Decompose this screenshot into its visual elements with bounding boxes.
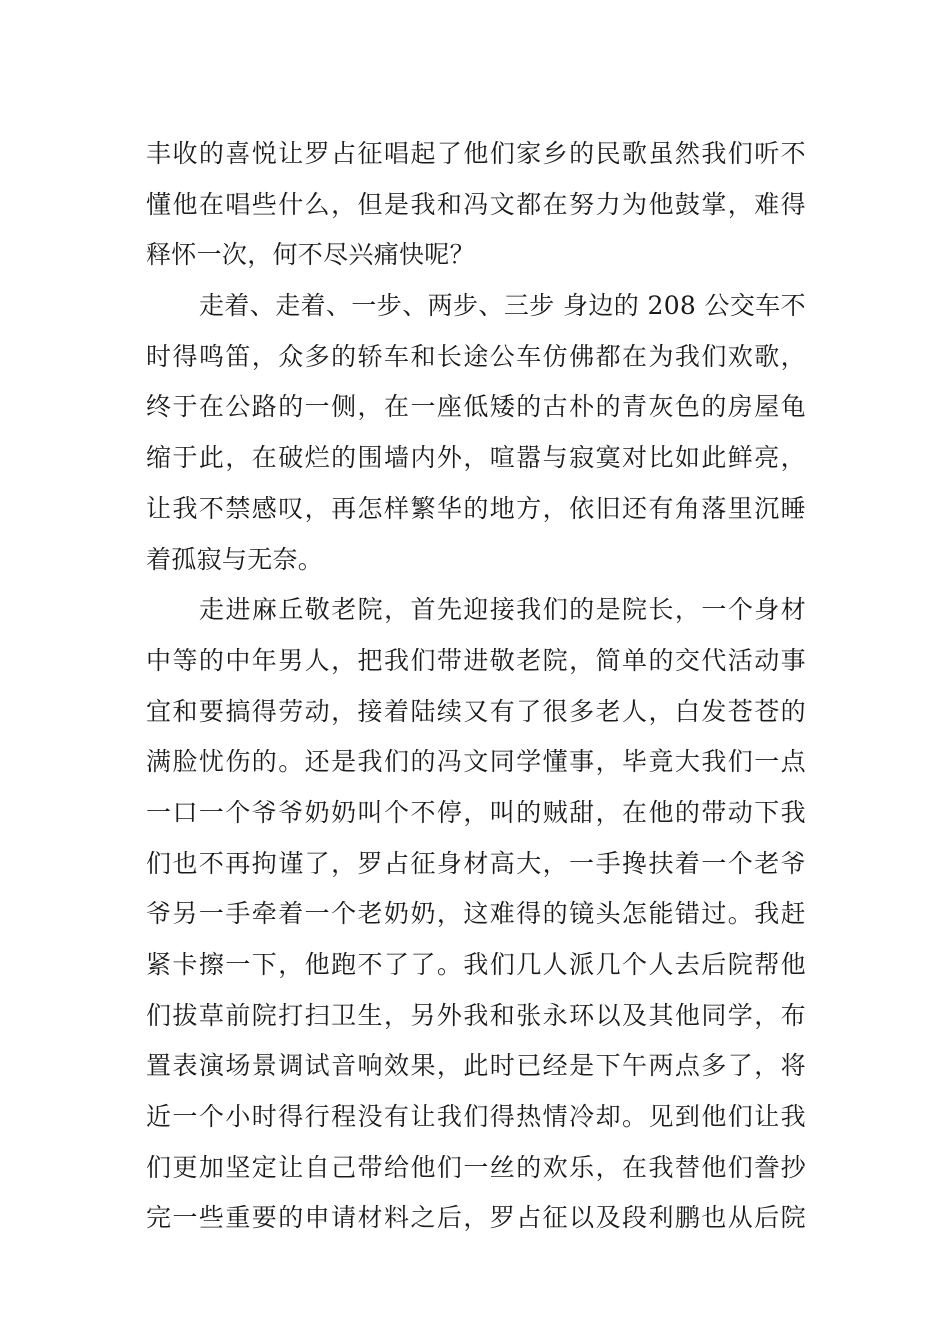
text-line: 宜和要搞得劳动，接着陆续又有了很多老人，白发苍苍的: [146, 696, 806, 726]
text-line: 走进麻丘敬老院，首先迎接我们的是院长，一个身材: [199, 595, 806, 625]
text-line: 爷另一手牵着一个老奶奶，这难得的镜头怎能错过。我赶: [146, 899, 806, 929]
paragraph: [146, 129, 806, 281]
text-line: 近一个小时得行程没有让我们得热情冷却。见到他们让我: [146, 1102, 806, 1132]
text-line: 走着、走着、一步、两步、三步 身边的 208 公交车不: [199, 291, 806, 321]
text-line: 满脸忧伤的。还是我们的冯文同学懂事，毕竟大我们一点: [146, 747, 806, 777]
text-line: 紧卡擦一下，他跑不了了。我们几人派几个人去后院帮他: [146, 950, 806, 979]
text-line: 缩于此，在破烂的围墙内外，喧嚣与寂寞对比如此鲜亮，: [146, 443, 806, 473]
text-line: 着孤寂与无奈。: [146, 544, 324, 574]
text-line: 释怀一次，何不尽兴痛快呢？: [146, 240, 475, 270]
text-line: 终于在公路的一侧，在一座低矮的古朴的青灰色的房屋龟: [146, 392, 806, 422]
text-line: 置表演场景调试音响效果，此时已经是下午两点多了，将: [146, 1051, 806, 1081]
text-line: 让我不禁感叹，再怎样繁华的地方，依旧还有角落里沉睡: [146, 493, 806, 523]
text-line: 完一些重要的申请材料之后，罗占征以及段利鹏也从后院: [146, 1203, 806, 1233]
text-line: 中等的中年男人，把我们带进敬老院，简单的交代活动事: [146, 645, 806, 675]
text-line: 丰收的喜悦让罗占征唱起了他们家乡的民歌虽然我们听不: [146, 139, 806, 168]
text-line: 懂他在唱些什么，但是我和冯文都在努力为他鼓掌，难得: [146, 189, 806, 219]
text-line: 一口一个爷爷奶奶叫个不停，叫的贼甜，在他的带动下我: [146, 797, 806, 827]
text-line: 们拔草前院打扫卫生，另外我和张永环以及其他同学，布: [146, 1000, 806, 1030]
text-line: 们更加坚定让自己带给他们一丝的欢乐，在我替他们誊抄: [146, 1152, 806, 1182]
paragraph: [146, 585, 806, 1244]
paragraph: [146, 281, 806, 585]
text-line: 们也不再拘谨了，罗占征身材高大，一手搀扶着一个老爷: [146, 848, 806, 878]
document-body: [146, 129, 806, 1244]
text-line: 时得鸣笛，众多的轿车和长途公车仿佛都在为我们欢歌，: [146, 341, 806, 371]
